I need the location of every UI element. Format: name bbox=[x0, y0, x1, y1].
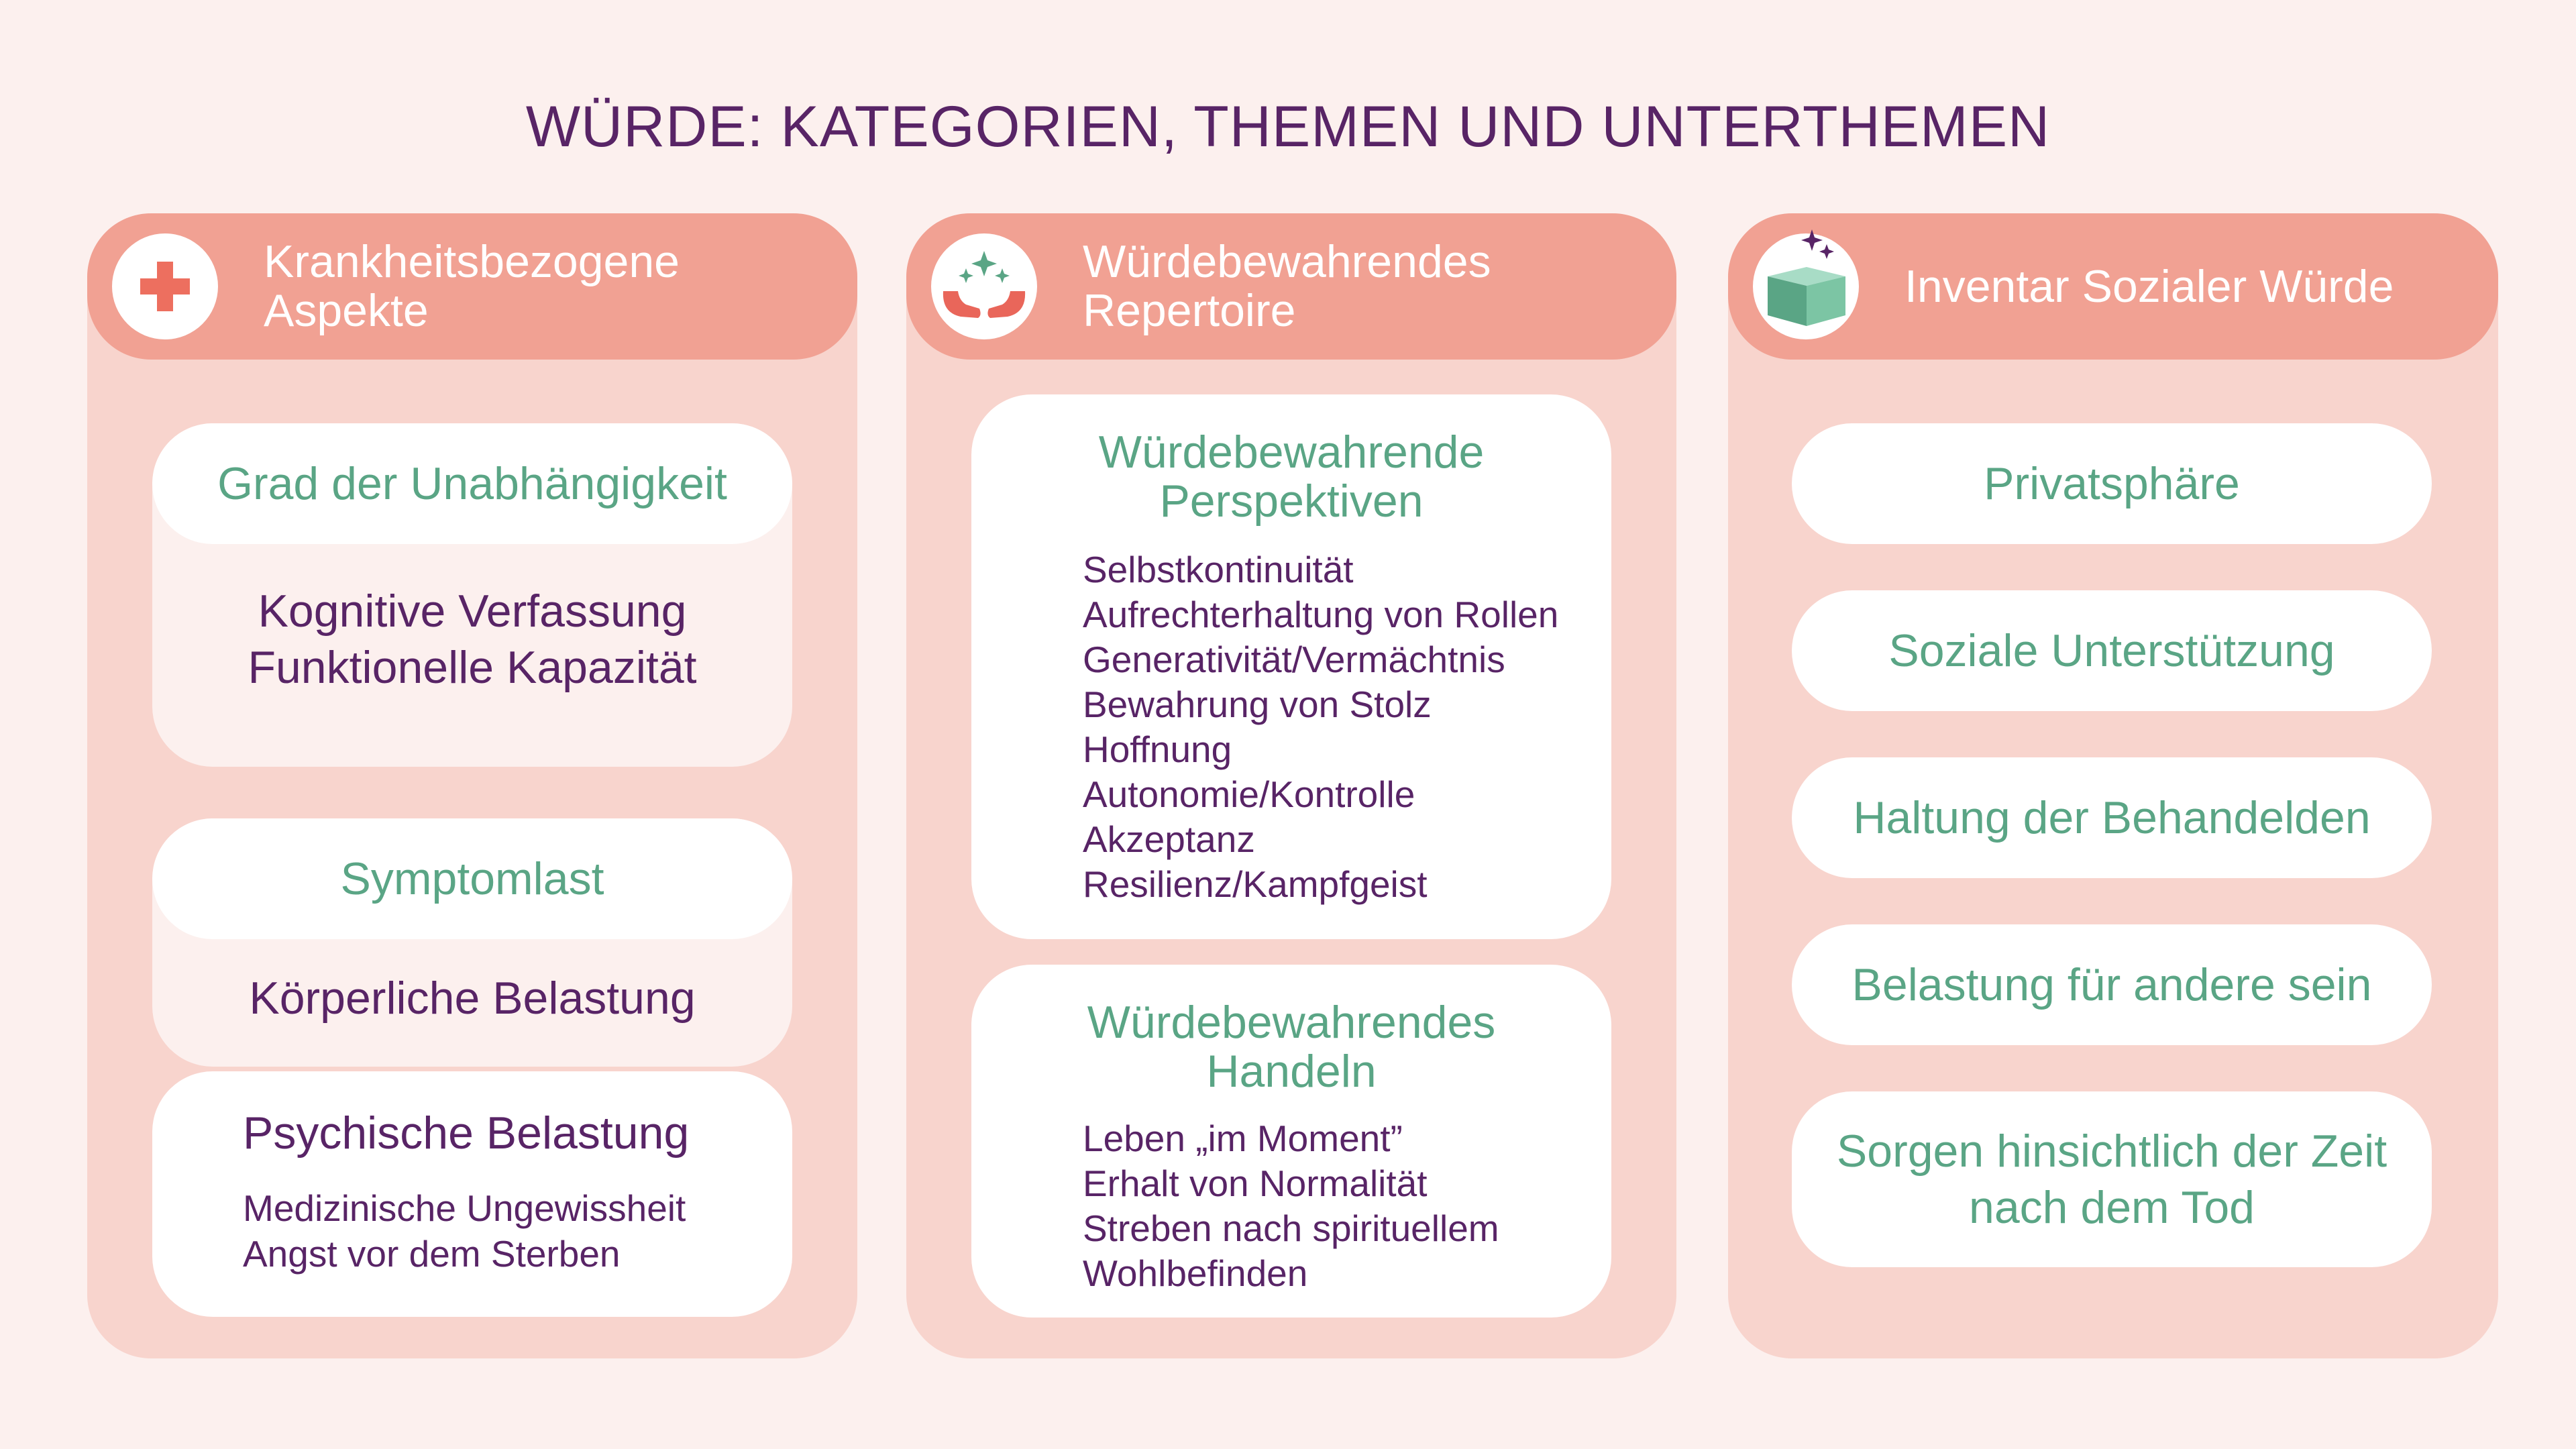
subtheme-item: Funktionelle Kapazität bbox=[248, 642, 697, 693]
column-header-title: Inventar Sozialer Würde bbox=[1904, 261, 2394, 312]
subtheme-list bbox=[1083, 1116, 1499, 1296]
list-item: Erhalt von Normalität bbox=[1083, 1163, 1428, 1204]
list-item: Haltung der Behandelden bbox=[1792, 757, 2432, 878]
column-header-title: Krankheitsbezogene Aspekte bbox=[264, 236, 680, 336]
list-item: Bewahrung von Stolz bbox=[1083, 684, 1432, 725]
list-item: Akzeptanz bbox=[1083, 818, 1255, 860]
list-item: Autonomie/Kontrolle bbox=[1083, 773, 1415, 815]
theme-card-symptom-burden bbox=[152, 818, 792, 1067]
list-item: Privatsphäre bbox=[1792, 423, 2432, 544]
list-item: Hoffnung bbox=[1083, 729, 1232, 770]
page-title: WÜRDE: KATEGORIEN, THEMEN UND UNTERTHEMEN bbox=[525, 95, 2051, 159]
detail-list bbox=[243, 1185, 686, 1277]
column-header bbox=[906, 213, 1676, 360]
list-item: Selbstkontinuität bbox=[1083, 549, 1354, 590]
theme-label: Würdebewahrende Perspektiven bbox=[1098, 427, 1485, 527]
column-header bbox=[87, 213, 857, 360]
list-item: Resilienz/Kampfgeist bbox=[1083, 863, 1428, 905]
gift-box-icon bbox=[1753, 233, 1859, 339]
theme-card-practices bbox=[971, 965, 1611, 1318]
list-item: Wohlbefinden bbox=[1083, 1252, 1308, 1294]
list-item: Leben „im Moment” bbox=[1083, 1118, 1403, 1159]
detail-item: Medizinische Ungewissheit bbox=[243, 1187, 686, 1229]
theme-card-psychological-burden bbox=[152, 1071, 792, 1317]
list-item: Streben nach spirituellem bbox=[1083, 1208, 1499, 1249]
theme-label: Grad der Unabhängigkeit bbox=[152, 423, 792, 544]
subtheme-list bbox=[152, 583, 792, 696]
column-header bbox=[1728, 213, 2498, 360]
subtheme-title: Psychische Belastung bbox=[243, 1108, 690, 1159]
column-social-dignity bbox=[1728, 213, 2498, 1358]
list-item: Sorgen hinsichtlich der Zeit nach dem Tod bbox=[1792, 1091, 2432, 1267]
hands-sparkle-icon bbox=[931, 233, 1037, 339]
column-illness-aspects bbox=[87, 213, 857, 1358]
detail-item: Angst vor dem Sterben bbox=[243, 1233, 621, 1275]
theme-card-independence bbox=[152, 423, 792, 767]
theme-card-perspectives bbox=[971, 394, 1611, 939]
column-dignity-repertoire bbox=[906, 213, 1676, 1358]
subtheme-item: Kognitive Verfassung bbox=[258, 586, 687, 637]
theme-label: Würdebewahrendes Handeln bbox=[1087, 997, 1496, 1097]
list-item: Generativität/Vermächtnis bbox=[1083, 639, 1505, 680]
list-item: Soziale Unterstützung bbox=[1792, 590, 2432, 711]
subtheme-list bbox=[1083, 547, 1558, 907]
list-item: Aufrechterhaltung von Rollen bbox=[1083, 594, 1559, 635]
medical-cross-icon bbox=[112, 233, 218, 339]
theme-label: Symptomlast bbox=[152, 818, 792, 939]
column-header-title: Würdebewahrendes Repertoire bbox=[1083, 236, 1491, 336]
list-item: Belastung für andere sein bbox=[1792, 924, 2432, 1045]
subtheme-item: Körperliche Belastung bbox=[249, 973, 696, 1024]
